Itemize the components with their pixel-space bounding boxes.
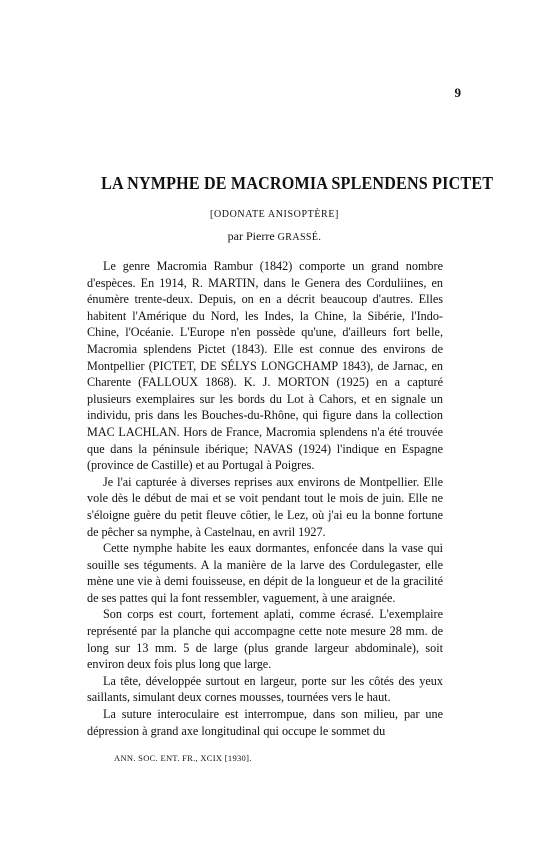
paragraph-5: La tête, développée surtout en largeur, porte sur les côtés des yeux saillants, simulant deux cornes mousses, tournées vers le haut. bbox=[87, 673, 443, 705]
author-line bbox=[86, 229, 463, 244]
article-body bbox=[87, 258, 443, 739]
paragraph-4: Son corps est court, fortement aplati, comme écrasé. L'exemplaire représenté par la planche qui accompagne cette note mesure 28 mm. de long sur 13 mm. 5 de large (plus grande largeur abdominale), soit environ deux fois plus long que large. bbox=[87, 607, 443, 672]
author-prefix: par Pierre bbox=[227, 229, 278, 243]
page-number: 9 bbox=[454, 85, 461, 100]
journal-footer: ANN. SOC. ENT. FR., XCIX [1930]. bbox=[114, 753, 252, 763]
paragraph-3: Cette nymphe habite les eaux dormantes, enfoncée dans la vase qui souille ses téguments. A la manière de la larve des Cordulegaster, elle mène une vie à demi fouisseuse, en dépit de la longueur et de la gracilité de ses pattes qui la font ressembler, vaguement, à une araignée. bbox=[87, 541, 443, 605]
paragraph-6: La suture interoculaire est interrompue, dans son milieu, par une dépression à grand axe longitudinal qui occupe le sommet du bbox=[87, 707, 443, 738]
article-title: LA NYMPHE DE MACROMIA SPLENDENS PICTET bbox=[101, 173, 494, 193]
taxon-classification: [ODONATE ANISOPTÈRE] bbox=[210, 209, 339, 220]
paragraph-1: Le genre Macromia Rambur (1842) comporte un grand nombre d'espèces. En 1914, R. MARTIN, dans le Genera des Corduliines, en énumère trente-deux. Depuis, on en a décrit beaucoup d'autres. Elles habitent l'Amérique du Nord, les Indes, la Chine, la Sibérie, l'Indo-Chine, l'Océanie. L'Europe n'en possède qu'une, d'ailleurs fort belle, Macromia splendens Pictet (1843). Elle est connue des environs de Montpellier (PICTET, DE SÉLYS LONGCHAMP 1843), de Jarnac, en Charente (FALLOUX 1868). K. J. MORTON (1925) en a capturé plusieurs exemplaires sur les bords du Lot à Cahors, et en signale un individu, pris dans les Bouches-du-Rhône, qui figure dans la collection MAC LACHLAN. Hors de France, Macromia splendens n'a été trouvée que dans la péninsule ibérique; NAVAS (1924) l'indique en Espagne (province de Castille) et au Portugal à Poigres. bbox=[87, 259, 443, 473]
paragraph-2: Je l'ai capturée à diverses reprises aux environs de Montpellier. Elle vole dès le début de mai et se voit pendant tout le mois de juin. Elle ne s'éloigne guère du petit fleuve côtier, le Lez, où j'ai eu la bonne fortune de pêcher sa nymphe, à Castelnau, en avril 1927. bbox=[87, 474, 443, 539]
author-name: GRASSÉ. bbox=[277, 232, 322, 243]
